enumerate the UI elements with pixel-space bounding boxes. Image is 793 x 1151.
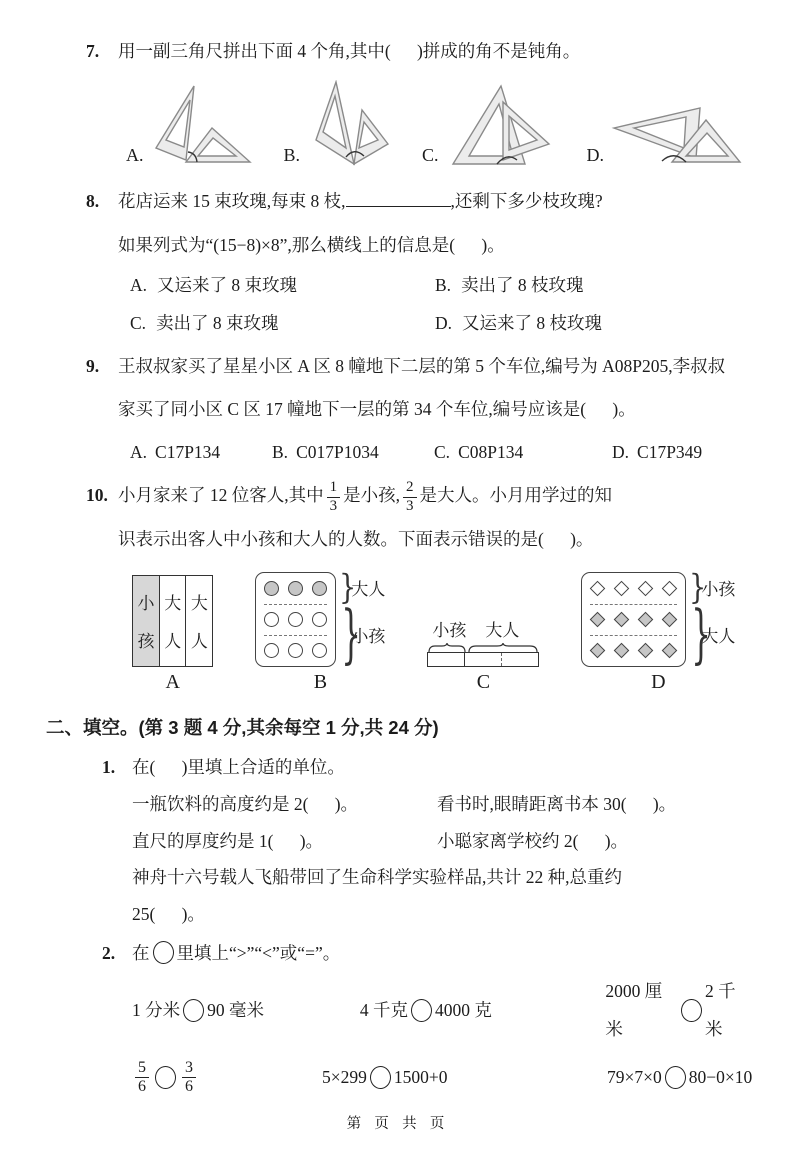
q8-option-d-letter: D. — [435, 312, 453, 333]
bar-segment-adult-2 — [502, 653, 538, 666]
s2-q1-line2b: 小聪家离学校约 2( )。 — [437, 830, 629, 851]
question-8-line1 — [118, 180, 740, 224]
triangle-pair-a-image — [150, 84, 254, 168]
q9-option-c-text: C08P134 — [458, 442, 524, 462]
q7-option-d-label: D. — [586, 144, 605, 165]
question-9 — [86, 345, 737, 473]
q9-option-d — [612, 432, 702, 472]
comparison-item-2: 4 千克 4000 克 — [359, 999, 492, 1020]
q9-option-d-letter: D. — [612, 442, 630, 462]
adult-diamond — [590, 643, 606, 659]
diagram-c-adult-label: 大人 — [485, 620, 520, 640]
section-2-question-2 — [86, 935, 753, 1097]
q9-option-a-letter: A. — [130, 442, 148, 462]
question-10 — [86, 474, 737, 700]
q9-option-b-text: C017P1034 — [296, 442, 379, 462]
question-8-line2: 如果列式为“(15−8)×8”,那么横线上的信息是( )。 — [118, 234, 505, 255]
adult-diamond — [614, 643, 630, 659]
child-circle — [288, 612, 303, 627]
diagram-a-cell-adult1: 大 人 — [159, 575, 187, 667]
q9-option-b — [272, 432, 434, 472]
question-10-line2: 识表示出客人中小孩和大人的人数。下面表示错误的是( )。 — [118, 529, 594, 549]
q8-option-b-text: 卖出了 8 枝玫瑰 — [461, 275, 584, 296]
fraction-three-sixths: $\frac{3}{6}$ — [182, 1059, 196, 1097]
triangle-pair-d-image — [610, 104, 748, 168]
adult-diamond — [638, 612, 654, 628]
bar-segment-adult-1 — [465, 653, 502, 666]
adult-diamond — [662, 612, 678, 628]
adult-diamond — [638, 643, 654, 659]
question-7-number: 7. — [86, 41, 100, 61]
adult-circle — [264, 581, 279, 596]
q7-option-d — [587, 104, 749, 168]
diagram-b-box — [255, 572, 336, 667]
page-footer-text: 第 页 共 页 — [346, 1116, 447, 1133]
child-circle — [264, 643, 279, 658]
s2-q1-line4: 25( )。 — [132, 904, 205, 925]
triangle-pair-b-image — [306, 80, 392, 168]
comparison-item-6: 79×7×0 80−0×10 — [607, 1067, 753, 1088]
child-diamond — [614, 580, 630, 596]
question-7-options — [126, 80, 748, 168]
adult-diamond — [590, 612, 606, 628]
diagram-d-adult-label: 大人 — [701, 626, 736, 646]
diagram-d-label: D — [651, 670, 666, 693]
q8-text-after-blank: ,还剩下多少枝玫瑰? — [450, 190, 603, 211]
q10-text-2: 是小孩, — [343, 485, 400, 506]
answer-blank — [346, 189, 451, 207]
q9-option-c-letter: C. — [434, 442, 451, 462]
comparison-item-3: 2000 厘米 2 千米 — [605, 980, 736, 1040]
section-2-question-1 — [86, 749, 737, 933]
q8-option-d — [435, 305, 740, 343]
s2-q1-line1b: 看书时,眼睛距离书本 30( )。 — [437, 793, 677, 814]
question-9-number: 9. — [86, 355, 100, 376]
q7-option-c-label: C. — [422, 144, 439, 165]
q9-option-a — [130, 432, 272, 472]
s2-q1-line1a: 一瓶饮料的高度约是 2( )。 — [132, 793, 359, 814]
child-diamond — [590, 580, 606, 596]
diagram-b-child-label: 小孩 — [351, 626, 386, 646]
q8-option-b — [435, 267, 740, 305]
diagram-c-child-label: 小孩 — [432, 620, 467, 640]
s2-q2-number: 2. — [102, 942, 116, 963]
s2-q1-line3: 神舟十六号载人飞船带回了生命科学实验样品,共计 22 种,总重约 — [132, 867, 622, 888]
s2-q2-head-after: 里填上“>”“<”或“=”。 — [176, 942, 341, 963]
q9-option-c — [434, 432, 612, 472]
s2-q2-row2 — [132, 1059, 752, 1097]
question-8-options — [130, 267, 740, 342]
comparison-circle — [370, 1066, 391, 1089]
diagram-a-grid — [132, 575, 213, 667]
q8-option-a-text: 又运来了 8 束玫瑰 — [157, 275, 298, 296]
fraction-one-third: $\frac{1}{3}$ — [327, 479, 341, 515]
s2-q2-head-before: 在 — [132, 942, 150, 963]
adult-diamond — [614, 612, 630, 628]
question-10-line1 — [118, 474, 737, 518]
child-circle — [312, 612, 327, 627]
comparison-circle — [681, 999, 702, 1022]
q9-option-a-text: C17P134 — [155, 442, 221, 462]
diagram-d-box — [581, 572, 686, 667]
comparison-circle — [183, 999, 204, 1022]
s2-q1-number: 1. — [102, 757, 116, 778]
q7-option-c — [422, 82, 557, 168]
q8-option-d-text: 又运来了 8 枝玫瑰 — [462, 312, 603, 333]
q8-option-c-letter: C. — [130, 312, 147, 333]
page-footer — [0, 1098, 793, 1151]
diagram-c-bar — [427, 652, 539, 667]
q9-option-d-text: C17P349 — [637, 442, 703, 462]
question-10-diagrams — [132, 567, 737, 694]
q8-text-before-blank: 花店运来 15 束玫瑰,每束 8 枝, — [118, 190, 346, 211]
child-circle — [288, 643, 303, 658]
diagram-c-label: C — [476, 670, 491, 693]
adult-circle — [312, 581, 327, 596]
over-brace-left-icon — [427, 642, 467, 652]
question-8-number: 8. — [86, 190, 100, 211]
comparison-circle — [411, 999, 432, 1022]
section-2-title: 二、填空。(第 3 题 4 分,其余每空 1 分,共 24 分) — [46, 716, 439, 738]
brace-icon: } — [691, 596, 712, 671]
diagram-c — [427, 616, 539, 694]
child-diamond — [662, 580, 678, 596]
diagram-b-adult-label: 大人 — [351, 579, 386, 599]
comparison-circle — [665, 1066, 686, 1089]
child-circle — [312, 643, 327, 658]
s2-q2-row1 — [132, 972, 752, 1049]
fraction-five-sixths: $\frac{5}{6}$ — [135, 1059, 149, 1097]
s2-q2-head — [132, 935, 752, 972]
triangle-pair-c-image — [445, 82, 557, 168]
diagram-a-label: A — [165, 670, 180, 693]
q10-text-3: 是大人。小月用学过的知 — [419, 485, 612, 506]
question-7-text: 用一副三角尺拼出下面 4 个角,其中( )拼成的角不是钝角。 — [118, 41, 581, 61]
diagram-b — [255, 567, 386, 694]
brace-icon: } — [339, 567, 357, 608]
question-10-number: 10. — [86, 485, 108, 506]
adult-circle — [288, 581, 303, 596]
bar-segment-child — [428, 653, 465, 666]
fraction-two-thirds: $\frac{2}{3}$ — [403, 479, 417, 515]
adult-diamond — [662, 643, 678, 659]
comparison-item-5: 5×299 1500+0 — [322, 1067, 448, 1088]
q8-option-a-letter: A. — [130, 275, 148, 296]
q8-option-c-text: 卖出了 8 束玫瑰 — [156, 312, 279, 333]
over-brace-right-icon — [467, 642, 539, 652]
question-7 — [86, 30, 737, 178]
comparison-circle — [155, 1066, 176, 1089]
diagram-d-child-label: 小孩 — [701, 579, 736, 599]
q7-option-b — [284, 80, 393, 168]
s2-q1-text: 在( )里填上合适的单位。 — [132, 757, 345, 778]
comparison-item-1: 1 分米 90 毫米 — [132, 999, 264, 1020]
q8-option-a — [130, 267, 435, 305]
comparison-item-4 — [132, 1059, 322, 1097]
diagram-d — [581, 567, 736, 694]
diagram-b-label: B — [313, 670, 328, 693]
child-diamond — [638, 580, 654, 596]
diagram-a — [132, 575, 213, 694]
diagram-a-cell-adult2: 大 人 — [185, 575, 213, 667]
question-9-options — [130, 432, 737, 472]
q9-option-b-letter: B. — [272, 442, 289, 462]
s2-q1-line2a: 直尺的厚度约是 1( )。 — [132, 830, 324, 851]
question-8 — [86, 180, 737, 343]
child-circle — [264, 612, 279, 627]
q8-option-c — [130, 305, 435, 343]
q7-option-a-label: A. — [126, 144, 144, 165]
question-9-text: 王叔叔家买了星星小区 A 区 8 幢地下二层的第 5 个车位,编号为 A08P205,李叔叔家买了同小区 C 区 17 幢地下一层的第 34 个车位,编号应该是( )。 — [118, 355, 726, 420]
brace-icon: } — [689, 567, 707, 608]
q7-option-a — [126, 84, 254, 168]
q8-option-b-letter: B. — [435, 275, 452, 296]
q10-text-1: 小月家来了 12 位客人,其中 — [118, 485, 324, 506]
q7-option-b-label: B. — [283, 144, 301, 165]
diagram-a-cell-child: 小 孩 — [132, 575, 160, 667]
comparison-circle — [153, 941, 174, 964]
brace-icon: } — [341, 596, 362, 671]
